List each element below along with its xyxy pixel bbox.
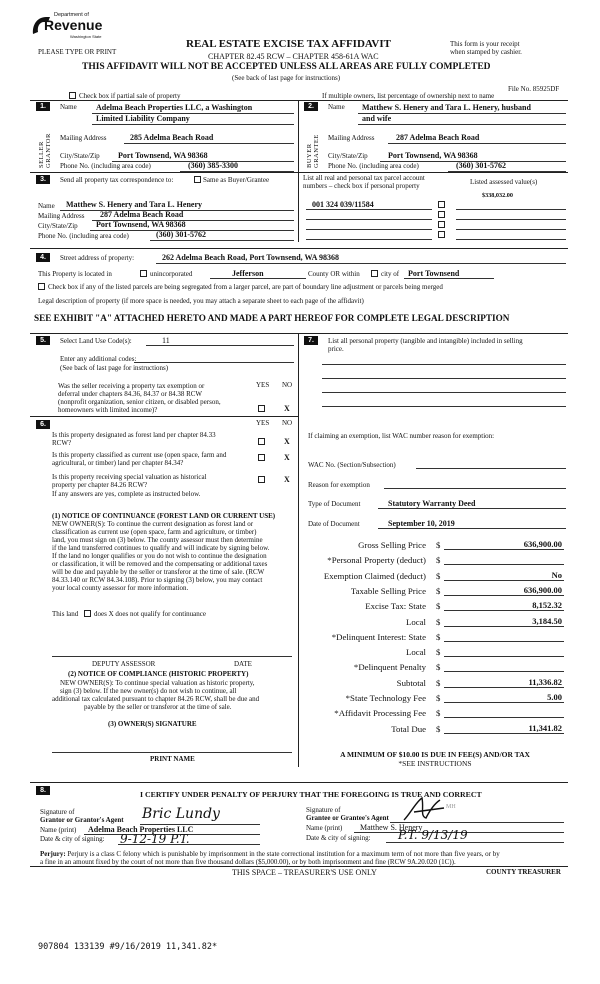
buyer-name-line2: and wife xyxy=(362,114,392,123)
grantee-name: Matthew S. Henery xyxy=(360,823,423,832)
city-of-label: city of xyxy=(381,270,400,278)
seller-name-label: Name xyxy=(60,103,77,111)
amount-label: *Delinquent Penalty xyxy=(353,662,426,673)
section-6-tag: 6. xyxy=(36,420,50,429)
s6-q2-line2: agricultural, or timber) land per chapter 84.34? xyxy=(52,459,184,467)
receipt-note-2: when stamped by cashier. xyxy=(450,48,522,56)
amount-dollar-sign: $ xyxy=(436,723,441,734)
s6-q1-no-mark: X xyxy=(284,437,290,446)
amount-value: 636,900.00 xyxy=(523,539,562,549)
buyer-name-line1: Matthew S. Henery and Tara L. Henery, husband xyxy=(362,103,531,112)
s3-city-label: City/State/Zip xyxy=(38,222,78,230)
s6-q2-line1: Is this property classified as current use (open space, farm and xyxy=(52,451,227,459)
grantor-sig-label-2: Grantor or Grantor's Agent xyxy=(40,816,124,824)
county-treasurer: COUNTY TREASURER xyxy=(486,868,561,876)
parcel-number: 001 324 039/11584 xyxy=(312,200,374,209)
amount-dollar-sign: $ xyxy=(436,647,441,658)
unincorporated-label: unincorporated xyxy=(150,270,193,278)
s3-name: Matthew S. Henery and Tara L. Henery xyxy=(66,200,202,209)
amount-label: *Delinquent Interest: State xyxy=(331,631,426,642)
receipt-stamp: 907804 133139 #9/16/2019 11,341.82* xyxy=(38,942,218,952)
notice2-line-1: NEW OWNER(S): To continue special valuation as historic property, xyxy=(60,679,255,687)
see-instructions-note: *SEE INSTRUCTIONS xyxy=(398,759,472,768)
section-3-tag: 3. xyxy=(36,175,50,184)
logo-revenue: Revenue xyxy=(44,17,103,33)
s6-q1-yes-checkbox[interactable] xyxy=(258,438,265,445)
s3-mailing: 287 Adelma Beach Road xyxy=(100,210,184,219)
amount-dollar-sign: $ xyxy=(436,540,441,550)
s6-q3-line1: Is this property receiving special valuation as historical xyxy=(52,473,207,481)
notice2-title: (2) NOTICE OF COMPLIANCE (HISTORIC PROPERTY) xyxy=(68,670,249,678)
city-checkbox[interactable] xyxy=(371,270,378,277)
personal-property-label-1: List all personal property (tangible and intangible) included in selling xyxy=(328,337,523,345)
s6-no-header: NO xyxy=(282,419,293,427)
wac-label: WAC No. (Section/Subsection) xyxy=(308,461,396,469)
grantor-date-label: Date & city of signing: xyxy=(40,835,105,843)
grantee-signature-mark xyxy=(400,794,448,824)
amount-label: Exemption Claimed (deduct) xyxy=(323,570,426,581)
amount-label: Excise Tax: State xyxy=(365,601,426,612)
warning-banner: THIS AFFIDAVIT WILL NOT BE ACCEPTED UNLESS ALL AREAS ARE FULLY COMPLETED xyxy=(82,62,491,72)
owner-signature-label: (3) OWNER(S) SIGNATURE xyxy=(108,720,197,728)
amount-dollar-sign: $ xyxy=(436,662,441,673)
grantor-name-label: Name (print) xyxy=(40,826,77,834)
segregated-label: Check box if any of the listed parcels are being segregated from a larger parcel, are part of boundary line adjustment or parcels being merged xyxy=(48,283,443,291)
send-correspondence-label: Send all property tax correspondence to: xyxy=(60,176,174,184)
perjury-text-1 xyxy=(40,850,568,858)
amount-label: Local xyxy=(405,647,426,658)
s5-q1-yes-checkbox[interactable] xyxy=(258,405,265,412)
notice1-line-4: if the land transferred continues to qualify and will indicate by signing below. xyxy=(52,544,270,552)
notice1-line-5: If the land no longer qualifies or you do not wish to continue the designation xyxy=(52,552,267,560)
county-or-label: County OR within xyxy=(308,270,360,278)
buyer-phone-label: Phone No. (including area code) xyxy=(328,162,419,170)
assessed-value: $338,032.00 xyxy=(482,192,513,199)
partial-sale-label: Check box if partial sale of property xyxy=(79,92,181,100)
amount-value: 3,184.50 xyxy=(532,615,562,626)
county-name: Jefferson xyxy=(232,269,264,278)
form-subtitle: CHAPTER 82.45 RCW – CHAPTER 458-61A WAC xyxy=(208,52,379,61)
amount-dollar-sign: $ xyxy=(436,693,441,703)
grantee-name-label: Name (print) xyxy=(306,824,343,832)
buyer-mailing: 287 Adelma Beach Road xyxy=(396,133,480,142)
amount-dollar-sign: $ xyxy=(436,601,441,612)
amount-label: Subtotal xyxy=(396,677,426,688)
grantor-sig-label-1: Signature of xyxy=(40,808,75,816)
doc-type-label: Type of Document xyxy=(308,500,361,508)
additional-codes-label: Enter any additional codes: xyxy=(60,355,137,363)
see-back-label: (See back of last page for instructions) xyxy=(60,364,169,372)
legal-description-label: Legal description of property (if more space is needed, you may attach a separate sheet to each page of the affidavit) xyxy=(38,297,364,305)
s5-yes-header: YES xyxy=(256,381,270,389)
see-instructions: (See back of last page for instructions) xyxy=(232,74,341,82)
seller-city-label: City/State/Zip xyxy=(60,152,100,160)
assessor-date-label: DATE xyxy=(234,660,252,668)
grantee-sig-label-2: Grantee or Grantee's Agent xyxy=(306,814,389,822)
grantee-signature: MH xyxy=(446,804,456,810)
city-name: Port Townsend xyxy=(408,269,460,278)
parcel-label-2: numbers – check box if personal property xyxy=(303,182,420,190)
notice1-line-1: NEW OWNER(S): To continue the current designation as forest land or xyxy=(52,520,254,528)
s5-q1-line3: (nonprofit organization, senior citizen, or disabled person, xyxy=(58,398,221,406)
amount-value: 636,900.00 xyxy=(523,584,562,595)
notice2-line-3: additional tax calculated pursuant to chapter 84.26 RCW, shall be due and xyxy=(52,695,260,703)
notice1-line-3: land, you must sign on (3) below. The county assessor must then determine xyxy=(52,536,263,544)
seller-city: Port Townsend, WA 98368 xyxy=(118,151,208,160)
s6-q1-line1: Is this property designated as forest land per chapter 84.33 xyxy=(52,431,216,439)
amount-label: *Personal Property (deduct) xyxy=(327,555,426,566)
grantor-name: Adelma Beach Properties LLC xyxy=(88,825,194,834)
amount-dollar-sign: $ xyxy=(436,616,441,627)
s3-city: Port Townsend, WA 98368 xyxy=(96,220,186,229)
seller-mailing: 285 Adelma Beach Road xyxy=(130,133,214,142)
grantee-date: P.T. 9/13/19 xyxy=(398,828,468,842)
certify-statement: I CERTIFY UNDER PENALTY OF PERJURY THAT THE FOREGOING IS TRUE AND CORRECT xyxy=(140,790,482,799)
personal-property-label-2: price. xyxy=(328,345,344,353)
exemption-reason-label: Reason for exemption xyxy=(308,481,370,489)
amount-dollar-sign: $ xyxy=(436,631,441,642)
s3-name-label: Name xyxy=(38,202,55,210)
s6-q1-line2: RCW? xyxy=(52,439,72,447)
amount-value: 11,336.82 xyxy=(528,676,562,687)
parcel-personal-checkbox-2[interactable] xyxy=(438,211,445,218)
amount-label: *Affidavit Processing Fee xyxy=(334,708,426,719)
amount-dollar-sign: $ xyxy=(436,555,441,566)
s6-q2-yes-checkbox[interactable] xyxy=(258,454,265,461)
this-land-label: This land xyxy=(52,610,79,618)
doc-date-label: Date of Document xyxy=(308,520,360,528)
notice2-line-2: sign (3) below. If the new owner(s) do not wish to continue, all xyxy=(60,687,237,695)
notice1-line-7: will be due and payable by the seller or transferor at the time of sale. (RCW xyxy=(52,568,265,576)
treasurer-space: THIS SPACE – TREASURER'S USE ONLY xyxy=(232,868,377,877)
notice1-title: (1) NOTICE OF CONTINUANCE (FOREST LAND OR CURRENT USE) xyxy=(52,512,276,520)
receipt-note-1: This form is your receipt xyxy=(450,40,520,48)
perjury-line-2: a fine in an amount fixed by the court of not more than five thousand dollars ($5,000.00), or by both imprisonment and fine (RCW 9A.20.020 (1C)). xyxy=(40,858,456,866)
segregated-checkbox[interactable] xyxy=(38,283,45,290)
amount-dollar-sign: $ xyxy=(436,677,441,688)
s5-q1-line4: homeowners with limited income)? xyxy=(58,406,158,414)
parcel-personal-checkbox-1[interactable] xyxy=(438,201,445,208)
amount-label: Total Due xyxy=(391,723,426,734)
amount-dollar-sign: $ xyxy=(436,570,441,581)
buyer-side-label: BUYER GRANTEE xyxy=(306,134,320,168)
section-7-tag: 7. xyxy=(304,336,318,345)
amount-value: No xyxy=(551,569,562,580)
logo-state: Washington State xyxy=(70,34,102,39)
s6-q3-no-mark: X xyxy=(284,475,290,484)
multiple-owners-note: If multiple owners, list percentage of ownership next to name xyxy=(322,92,495,100)
s6-if-any: If any answers are yes, complete as instructed below. xyxy=(52,490,201,498)
s5-no-header: NO xyxy=(282,381,293,389)
partial-sale-checkbox[interactable] xyxy=(69,92,76,99)
street-label: Street address of property: xyxy=(60,254,135,262)
grantor-signature: Bric Lundy xyxy=(142,806,220,822)
notice1-line-9: your local county assessor for more information. xyxy=(52,584,189,592)
amount-dollar-sign: $ xyxy=(436,708,441,719)
s5-q1-line1: Was the seller receiving a property tax exemption or xyxy=(58,382,205,390)
please-type: PLEASE TYPE OR PRINT xyxy=(38,48,117,56)
notice1-line-8: 84.33.140 or RCW 84.34.108). Prior to signing (3) below, you may contact xyxy=(52,576,263,584)
amount-label: Gross Selling Price xyxy=(358,540,426,550)
same-as-buyer-label: Same as Buyer/Grantee xyxy=(203,176,270,184)
notice1-line-2: classification as current use (open space, farm and agriculture, or timber) xyxy=(52,528,257,536)
parcel-personal-checkbox-4[interactable] xyxy=(438,231,445,238)
s6-q3-line2: property per chapter 84.26 RCW? xyxy=(52,481,148,489)
seller-mailing-label: Mailing Address xyxy=(60,134,107,142)
same-as-buyer-checkbox[interactable] xyxy=(194,176,201,183)
parcel-personal-checkbox-3[interactable] xyxy=(438,221,445,228)
section-2-tag: 2. xyxy=(304,102,318,111)
deputy-assessor-label: DEPUTY ASSESSOR xyxy=(92,660,156,668)
buyer-city: Port Townsend, WA 98368 xyxy=(388,151,478,160)
land-use-code: 11 xyxy=(162,336,170,345)
section-8-tag: 8. xyxy=(36,786,50,795)
grantor-date: 9-12-19 P.T. xyxy=(120,832,190,846)
section-4-tag: 4. xyxy=(36,253,50,262)
seller-side-label: SELLER GRANTOR xyxy=(38,133,52,168)
s3-phone: (360) 301-5762 xyxy=(156,230,206,239)
land-use-label: Select Land Use Code(s): xyxy=(60,337,132,345)
grantee-sig-label-1: Signature of xyxy=(306,806,341,814)
print-name-label: PRINT NAME xyxy=(150,755,195,763)
street-address: 262 Adelma Beach Road, Port Townsend, WA 98368 xyxy=(162,253,339,262)
located-in-label: This Property is located in xyxy=(38,270,112,278)
seller-phone-label: Phone No. (including area code) xyxy=(60,162,151,170)
perjury-line-1: Perjury is a class C felony which is punishable by imprisonment in the state correctional institution for a maximum term of not more than five years, or by xyxy=(67,850,500,858)
doc-date: September 10, 2019 xyxy=(388,519,455,528)
s6-q2-no-mark: X xyxy=(284,453,290,462)
does-not-qualify-label: does X does not qualify for continuance xyxy=(94,610,206,618)
minimum-fee-note: A MINIMUM OF $10.00 IS DUE IN FEE(S) AND/OR TAX xyxy=(340,750,530,759)
section-5-tag: 5. xyxy=(36,336,50,345)
exhibit-reference: SEE EXHIBIT "A" ATTACHED HERETO AND MADE A PART HEREOF FOR COMPLETE LEGAL DESCRIPTION xyxy=(34,313,510,323)
buyer-mailing-label: Mailing Address xyxy=(328,134,375,142)
perjury-label: Perjury: xyxy=(40,850,66,858)
section-1-tag: 1. xyxy=(36,102,50,111)
parcel-label-1: List all real and personal tax parcel account xyxy=(303,174,425,182)
seller-name-line1: Adelma Beach Properties LLC, a Washington xyxy=(96,103,253,112)
s5-q1-no-mark: X xyxy=(284,404,290,413)
buyer-city-label: City/State/Zip xyxy=(328,152,368,160)
file-number: File No. 85925DF xyxy=(508,85,560,93)
amount-dollar-sign: $ xyxy=(436,585,441,596)
buyer-phone: (360) 301-5762 xyxy=(456,161,506,170)
dor-logo xyxy=(30,10,110,42)
logo-dept: Department of xyxy=(54,12,89,18)
doc-type: Statutory Warranty Deed xyxy=(388,499,476,508)
amount-value: 11,341.82 xyxy=(528,722,562,733)
amount-label: *State Technology Fee xyxy=(345,693,426,703)
amount-label: Local xyxy=(405,616,426,627)
amount-label: Taxable Selling Price xyxy=(350,585,426,596)
notice1-line-6: or classification, it will be removed and the compensating or additional taxes xyxy=(52,560,268,568)
grantee-date-label: Date & city of signing: xyxy=(306,834,371,842)
s3-mailing-label: Mailing Address xyxy=(38,212,85,220)
seller-phone: (360) 385-3300 xyxy=(188,161,238,170)
seller-name-line2: Limited Liability Company xyxy=(96,114,190,123)
amount-value: 8,152.32 xyxy=(532,600,562,611)
s3-phone-label: Phone No. (including area code) xyxy=(38,232,129,240)
unincorporated-checkbox[interactable] xyxy=(140,270,147,277)
assessed-label: Listed assessed value(s) xyxy=(470,178,538,186)
s6-q3-yes-checkbox[interactable] xyxy=(258,476,265,483)
amount-value: 5.00 xyxy=(547,692,562,702)
exemption-label: If claiming an exemption, list WAC number reason for exemption: xyxy=(308,432,495,440)
s5-q1-line2: deferral under chapters 84.36, 84.37 or 84.38 RCW xyxy=(58,390,203,398)
form-title: REAL ESTATE EXCISE TAX AFFIDAVIT xyxy=(186,38,391,50)
does-qualify-checkbox[interactable] xyxy=(84,610,91,617)
notice2-line-4: payable by the seller or transferor at the time of sale. xyxy=(84,703,232,711)
s6-yes-header: YES xyxy=(256,419,270,427)
buyer-name-label: Name xyxy=(328,103,345,111)
tax-calculation xyxy=(298,540,568,740)
